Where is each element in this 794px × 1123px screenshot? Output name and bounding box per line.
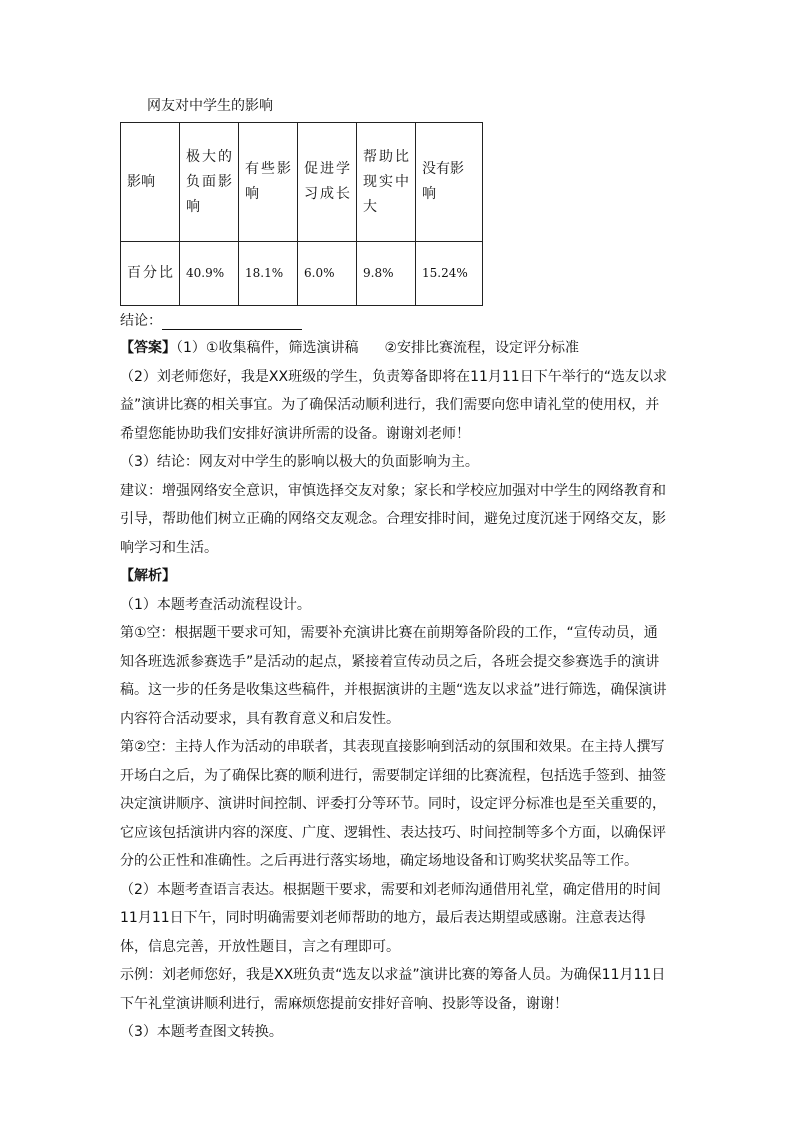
analysis-paragraph: （2）本题考查语言表达。根据题干要求，需要和刘老师沟通借用礼堂，确定借用的时间11月11日下午，同时明确需要刘老师帮助的地方，最后表达期望或感谢。注意表达得体，信息完善，开放性题目，言之有理即可。 xyxy=(120,881,661,955)
table-row xyxy=(121,242,483,306)
answer-blank xyxy=(162,315,302,330)
analysis-paragraph: 第①空：根据题干要求可知，需要补充演讲比赛在前期筹备阶段的工作，“宣传动员，通知各班选派参赛选手”是活动的起点，紧接着宣传动员之后，各班会提交参赛选手的演讲稿。这一步的任务是收集这些稿件，并根据演讲的主题“选友以求益”进行筛选，确保演讲内容符合活动要求，具有教育意义和启发性。 xyxy=(120,625,667,727)
table-column-header: 帮助比现实中大 xyxy=(357,123,416,242)
survey-table xyxy=(120,122,483,306)
table-header-label: 影响 xyxy=(121,123,180,242)
answer-item-1a: （1）①收集稿件，筛选演讲稿 xyxy=(176,340,359,356)
answer-paragraph: （2）刘老师您好，我是XX班级的学生，负责筹备即将在11月11日下午举行的“选友以求益”演讲比赛的相关事宜。为了确保活动顺利进行，我们需要向您申请礼堂的使用权，并希望您能协助我们安排好演讲所需的设备。谢谢刘老师！ xyxy=(120,368,667,442)
table-column-header: 促进学习成长 xyxy=(298,123,357,242)
table-cell: 6.0% xyxy=(298,242,357,306)
table-cell: 15.24% xyxy=(416,242,483,306)
analysis-paragraph: （1）本题考查活动流程设计。 xyxy=(120,596,311,613)
answer-paragraph: 建议：增强网络安全意识，审慎选择交友对象；家长和学校应加强对中学生的网络教育和引导，帮助他们树立正确的网络交友观念。合理安排时间，避免过度沉迷于网络交友，影响学习和生活。 xyxy=(120,482,666,556)
answer-paragraph: （3）结论：网友对中学生的影响以极大的负面影响为主。 xyxy=(120,454,479,470)
conclusion-label: 结论： xyxy=(120,313,162,329)
table-column-header: 没有影响 xyxy=(416,123,483,242)
analysis-paragraph: 第②空：主持人作为活动的串联者，其表现直接影响到活动的氛围和效果。在主持人撰写开场白之后，为了确保比赛的顺利进行，需要制定详细的比赛流程，包括选手签到、抽签决定演讲顺序、演讲时间控制、评委打分等环节。同时，设定评分标准也是至关重要的，它应该包括演讲内容的深度、广度、逻辑性、表达技巧、时间控制等多个方面，以确保评分的公正性和准确性。之后再进行落实场地，确定场地设备和订购奖状奖品等工作。 xyxy=(120,739,666,869)
table-header-row xyxy=(121,123,483,242)
table-column-header: 有些影响 xyxy=(239,123,298,242)
table-row-label: 百分比 xyxy=(121,242,180,306)
table-column-header: 极大的负面影响 xyxy=(180,123,239,242)
analysis-tag: 【解析】 xyxy=(120,568,176,584)
table-title: 网友对中学生的影响 xyxy=(147,98,273,114)
analysis-paragraph: 示例：刘老师您好，我是XX班负责“选友以求益”演讲比赛的筹备人员。为确保11月11日下午礼堂演讲顺利进行，需麻烦您提前安排好音响、投影等设备，谢谢！ xyxy=(120,967,666,1012)
table-cell: 18.1% xyxy=(239,242,298,306)
table-cell: 40.9% xyxy=(180,242,239,306)
answer-analysis-text xyxy=(120,334,670,1047)
analysis-paragraph: （3）本题考查图文转换。 xyxy=(120,1024,283,1040)
answer-item-1b: ②安排比赛流程，设定评分标准 xyxy=(384,340,580,356)
answer-tag: 【答案】 xyxy=(120,340,176,356)
answer-line-1 xyxy=(120,334,670,363)
conclusion-line xyxy=(120,310,302,330)
table-cell: 9.8% xyxy=(357,242,416,306)
